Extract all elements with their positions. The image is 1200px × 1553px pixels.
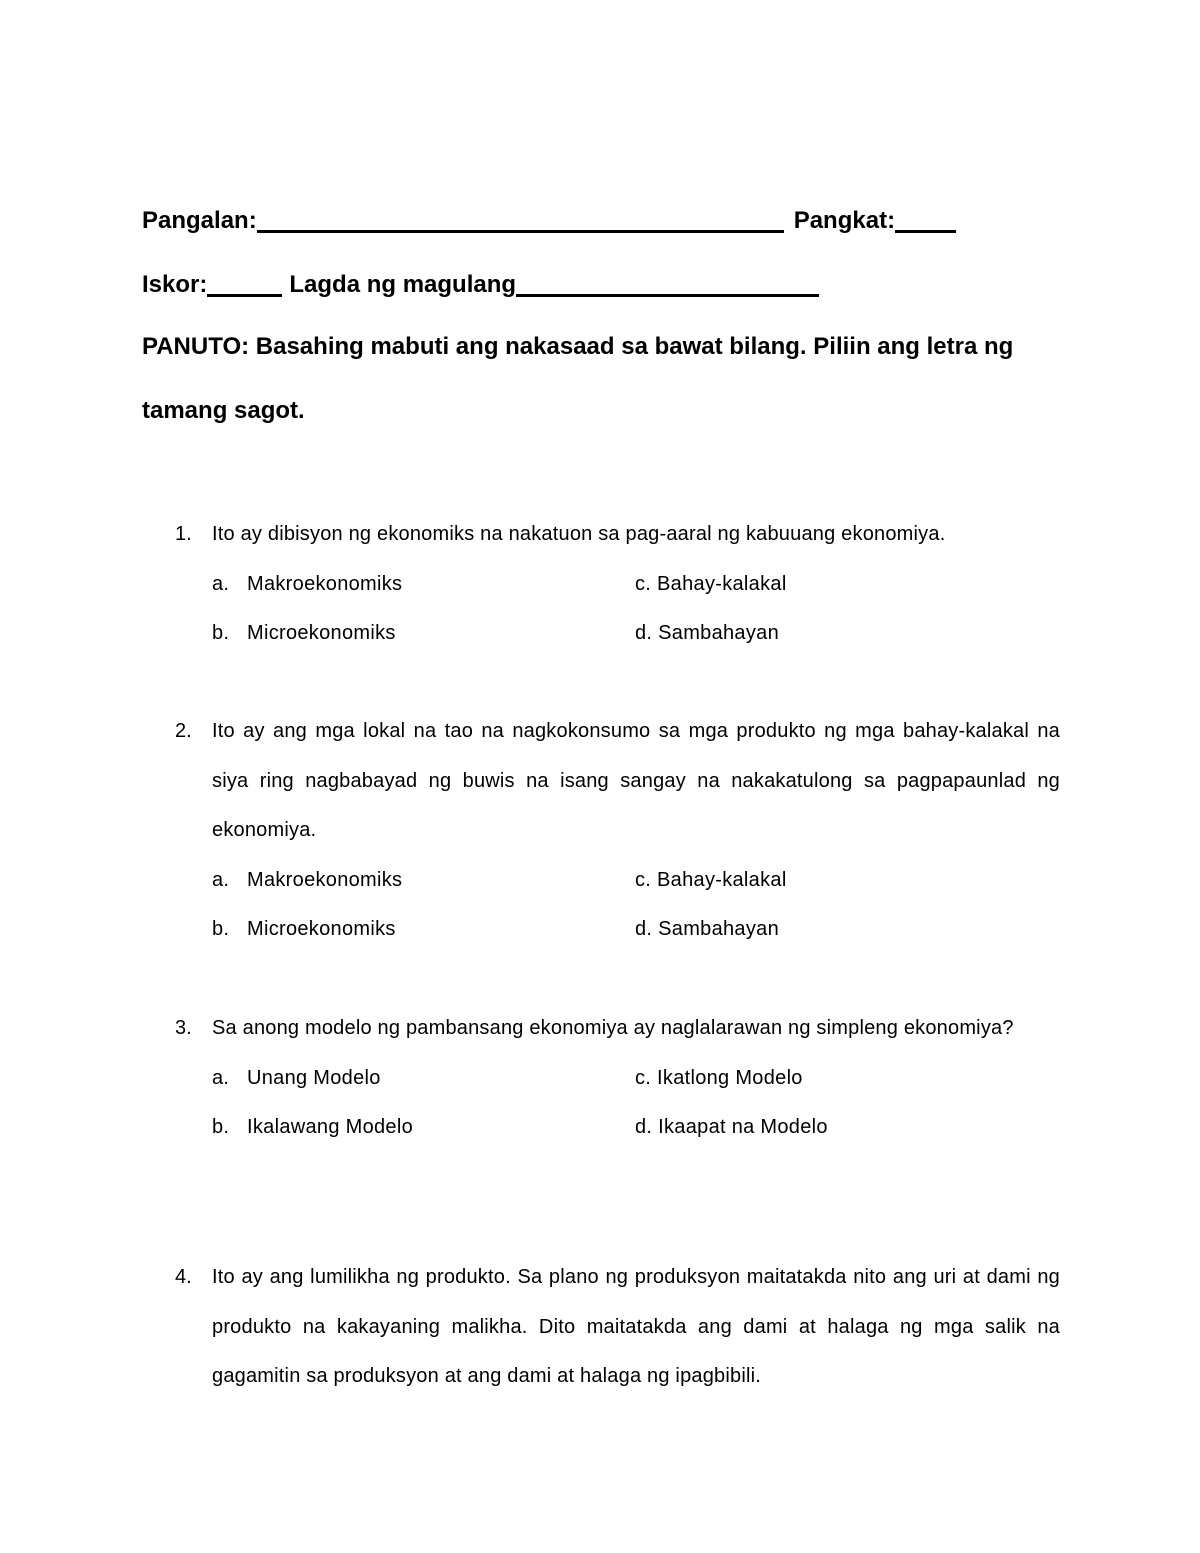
choice-text: Ikalawang Modelo [247,1116,414,1138]
choice-c[interactable] [635,560,1035,610]
choice-letter: c. [635,572,652,595]
choice-d[interactable] [635,609,1035,659]
choice-text: Sambahayan [658,918,780,940]
choice-letter: a. [212,1066,230,1089]
choice-d[interactable] [635,905,1035,955]
signature-label: Lagda ng magulang [289,271,517,298]
choice-list [212,1054,1060,1153]
choice-list [212,560,1060,659]
choice-letter: b. [212,622,230,644]
question-number: 2. [175,720,192,742]
score-blank[interactable] [207,272,282,297]
question-number: 4. [175,1266,192,1288]
choice-a[interactable] [212,856,635,906]
choice-text: Microekonomiks [247,918,396,940]
choice-text: Bahay-kalakal [657,868,787,891]
choice-letter: c. [635,1066,652,1089]
choice-text: Unang Modelo [247,1066,381,1089]
question-2 [175,707,1060,955]
choice-text: Makroekonomiks [247,572,403,595]
signature-blank[interactable] [516,272,819,297]
question-1 [175,510,1060,659]
choice-letter: d. [635,918,653,940]
choice-b[interactable] [212,609,635,659]
question-text: Ito ay ang lumilikha ng produkto. Sa plano ng produksyon maitatakda nito ang uri at dami ng produkto na kakayaning malikha. Dito maitatakda ang dami at halaga ng mga salik na gagamitin sa produksyon at ang dami at halaga ng ipagbibili. [212,1266,1060,1387]
score-label: Iskor: [142,271,208,298]
choice-letter: b. [212,918,230,940]
choice-letter: c. [635,868,652,891]
choice-letter: b. [212,1116,230,1138]
choice-c[interactable] [635,1054,1035,1104]
name-group-line [142,206,956,236]
question-number: 1. [175,523,192,545]
question-3 [175,1004,1060,1153]
name-label: Pangalan: [142,207,257,234]
question-text: Sa anong modelo ng pambansang ekonomiya ay naglalarawan ng simpleng ekonomiya? [212,1017,1014,1039]
group-blank[interactable] [895,208,956,233]
question-text: Ito ay ang mga lokal na tao na nagkokonsumo sa mga produkto ng mga bahay-kalakal na siya ring nagbabayad ng buwis na isang sangay na nakakatulong sa pagpapaunlad ng ekonomiya. [212,720,1060,841]
choice-b[interactable] [212,1103,635,1153]
question-text: Ito ay dibisyon ng ekonomiks na nakatuon sa pag-aaral ng kabuuang ekonomiya. [212,523,946,545]
choice-text: Sambahayan [658,622,780,644]
choice-letter: a. [212,572,230,595]
choice-d[interactable] [635,1103,1035,1153]
choice-text: Microekonomiks [247,622,396,644]
choice-letter: d. [635,1116,653,1138]
choice-b[interactable] [212,905,635,955]
question-number: 3. [175,1017,192,1039]
instructions: PANUTO: Basahing mabuti ang nakasaad sa bawat bilang. Piliin ang letra ng tamang sagot. [142,333,1014,424]
choice-c[interactable] [635,856,1035,906]
question-4 [175,1253,1060,1402]
choice-text: Bahay-kalakal [657,572,787,595]
choice-a[interactable] [212,1054,635,1104]
choice-text: Ikatlong Modelo [657,1066,803,1089]
choice-text: Makroekonomiks [247,868,403,891]
choice-a[interactable] [212,560,635,610]
group-label: Pangkat: [793,207,896,234]
choice-letter: d. [635,622,653,644]
choice-list [212,856,1060,955]
choice-letter: a. [212,868,230,891]
name-blank[interactable] [257,208,784,233]
choice-text: Ikaapat na Modelo [658,1116,828,1138]
score-signature-line [142,270,819,300]
